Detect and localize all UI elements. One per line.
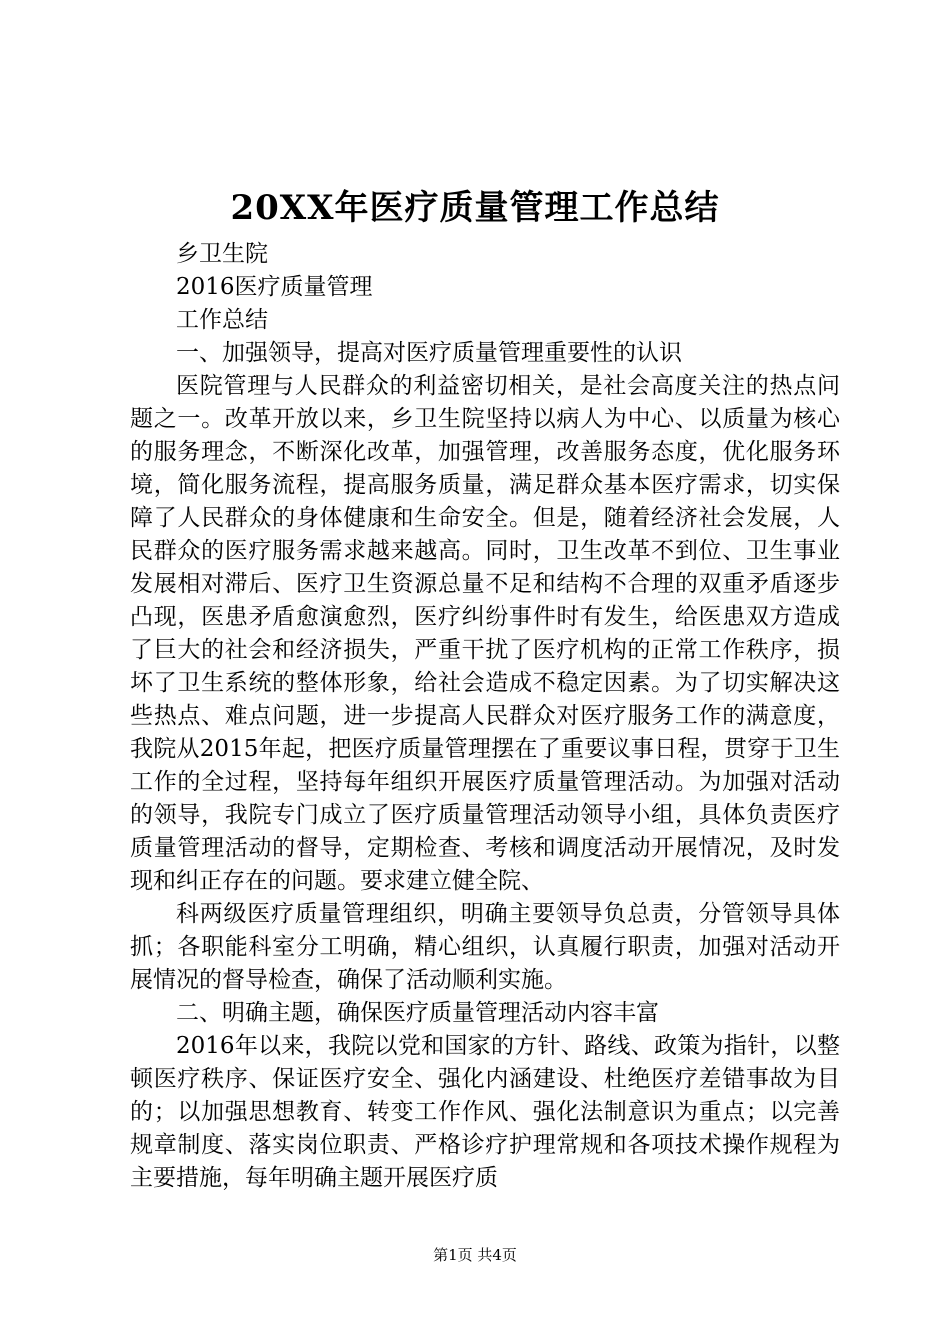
section-heading: 一、加强领导，提高对医疗质量管理重要性的认识 bbox=[176, 340, 682, 366]
paragraph: 2016年以来，我院以党和国家的方针、路线、政策为指针，以整顿医疗秩序、保证医疗安全、强化内涵建设、杜绝医疗差错事故为目的；以加强思想教育、转变工作作风、强化法制意识为重点；以完善规章制度、落实岗位职责、严格诊疗护理常规和各项技术操作规程为主要措施，每年明确主题开展医疗质 bbox=[130, 1033, 840, 1191]
document-title: 20XX年医疗质量管理工作总结 bbox=[230, 188, 720, 228]
document-body bbox=[130, 238, 840, 1195]
paragraph: 乡卫生院 bbox=[176, 241, 268, 267]
paragraph: 医院管理与人民群众的利益密切相关，是社会高度关注的热点问题之一。改革开放以来，乡卫生院坚持以病人为中心、以质量为核心的服务理念，不断深化改革，加强管理，改善服务态度，优化服务环境，简化服务流程，提高服务质量，满足群众基本医疗需求，切实保障了人民群众的身体健康和生命安全。但是，随着经济社会发展，人民群众的医疗服务需求越来越高。同时，卫生改革不到位、卫生事业发展相对滞后、医疗卫生资源总量不足和结构不合理的双重矛盾逐步凸现，医患矛盾愈演愈烈，医疗纠纷事件时有发生，给医患双方造成了巨大的社会和经济损失，严重干扰了医疗机构的正常工作秩序，损坏了卫生系统的整体形象，给社会造成不稳定因素。为了切实解决这些热点、难点问题，进一步提高人民群众对医疗服务工作的满意度，我院从2015年起，把医疗质量管理摆在了重要议事日程，贯穿于卫生工作的全过程，坚持每年组织开展医疗质量管理活动。为加强对活动的领导，我院专门成立了医疗质量管理活动领导小组，具体负责医疗质量管理活动的督导，定期检查、考核和调度活动开展情况，及时发现和纠正存在的问题。要求建立健全院、 bbox=[130, 373, 840, 894]
section-heading: 二、明确主题，确保医疗质量管理活动内容丰富 bbox=[176, 1000, 659, 1026]
paragraph: 2016医疗质量管理 bbox=[176, 274, 373, 300]
paragraph: 工作总结 bbox=[176, 307, 268, 333]
paragraph: 科两级医疗质量管理组织，明确主要领导负总责，分管领导具体抓；各职能科室分工明确，精心组织，认真履行职责，加强对活动开展情况的督导检查，确保了活动顺利实施。 bbox=[130, 901, 840, 993]
page-footer: 第1页 共4页 bbox=[433, 1246, 517, 1264]
